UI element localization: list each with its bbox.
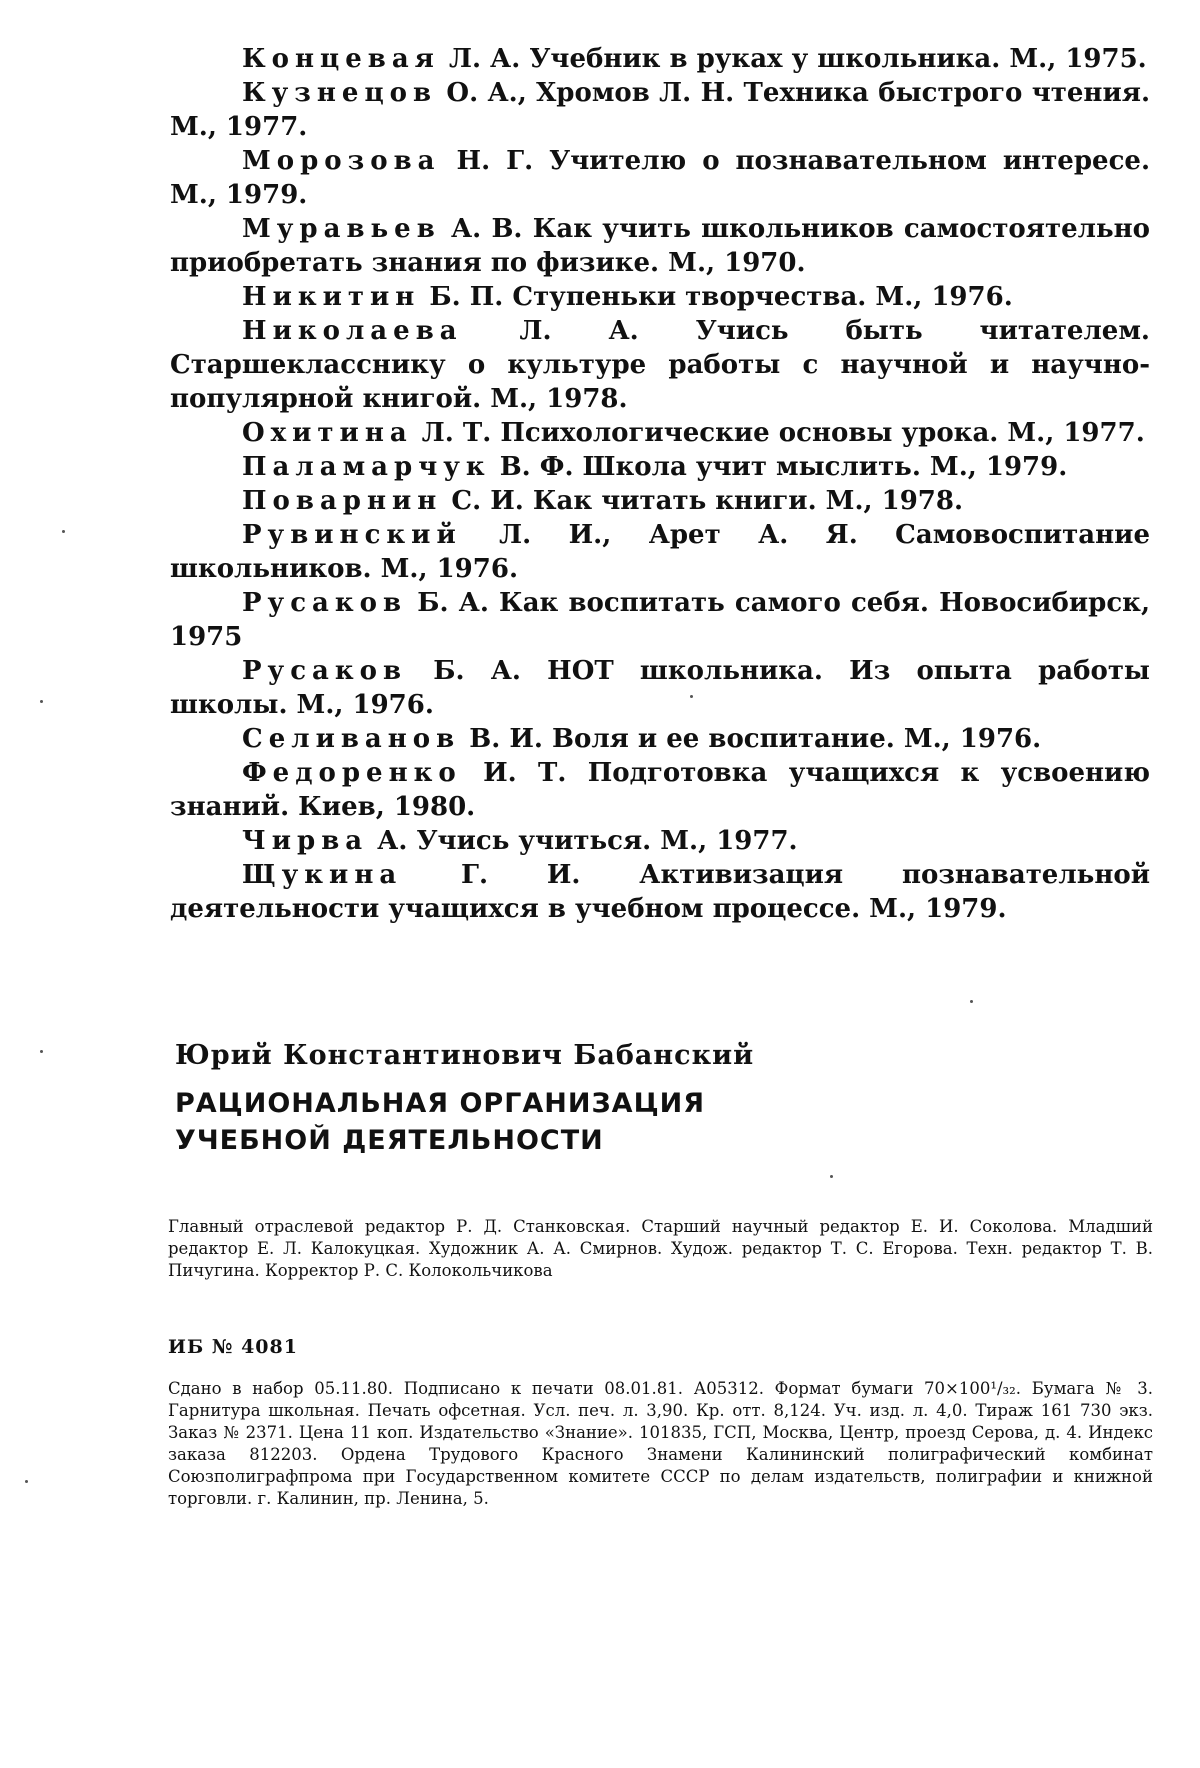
entry-text: Г. И. Активизация познавательной деятельности учащихся в учебном процессе. М., 1979. (170, 860, 1150, 924)
entry-author: Федоренко (242, 758, 462, 788)
entry-text: А. Учись учиться. М., 1977. (368, 826, 798, 856)
entry-text: Л. И., Арет А. Я. Самовоспитание школьников. М., 1976. (170, 520, 1150, 584)
entry-text: Н. Г. Учителю о познавательном интересе. М., 1979. (170, 146, 1150, 210)
scan-speck (830, 1175, 833, 1178)
bibliography-entry (170, 586, 1150, 654)
entry-text: Л. А. Учебник в руках у школьника. М., 1975. (439, 44, 1147, 74)
entry-author: Чирва (242, 826, 369, 856)
entry-author: Кузнецов (242, 78, 438, 108)
editorial-credits: Главный отраслевой редактор Р. Д. Станковская. Старший научный редактор Е. И. Соколова. Младший редактор Е. Л. Калокуцкая. Художник А. А. Смирнов. Худож. редактор Т. С. Егорова. Техн. редактор Т. В. Пичугина. Корректор Р. С. Колокольчикова (168, 1217, 1153, 1280)
scan-speck (40, 1050, 43, 1053)
entry-text: Б. А. НОТ школьника. Из опыта работы школы. М., 1976. (170, 656, 1150, 720)
entry-author: Николаева (242, 316, 463, 346)
entry-author: Рувинский (242, 520, 462, 550)
publication-imprint: Сдано в набор 05.11.80. Подписано к печати 08.01.81. А05312. Формат бумаги 70×100¹/₃₂. Бумага № 3. Гарнитура школьная. Печать офсетная. Усл. печ. л. 3,90. Кр. отт. 8,124. Уч. изд. л. 4,0. Тираж 161 730 экз. Заказ № 2371. Цена 11 коп. Издательство «Знание». 101835, ГСП, Москва, Центр, проезд Серова, д. 4. Индекс заказа 812203. Ордена Трудового Красного Знамени Калининский полиграфический комбинат Союзполиграфпрома при Государственном комитете СССР по делам издательств, полиграфии и книжной торговли. г. Калинин, пр. Ленина, 5. (168, 1379, 1153, 1508)
entry-author: Поварнин (242, 486, 443, 516)
entry-author: Муравьев (242, 214, 441, 244)
bibliography-entry (170, 212, 1150, 280)
bibliography-entry (170, 280, 1150, 314)
bibliography-entry (170, 144, 1150, 212)
entry-text: Л. Т. Психологические основы урока. М., 1977. (412, 418, 1145, 448)
bibliography-entry (170, 858, 1150, 926)
entry-author: Никитин (242, 282, 421, 312)
entry-text: И. Т. Подготовка учащихся к усвоению знаний. Киев, 1980. (170, 758, 1150, 822)
bibliography-entry (170, 756, 1150, 824)
bibliography-entry (170, 42, 1150, 76)
entry-author: Русаков (242, 588, 408, 618)
bibliography-list (170, 42, 1150, 926)
entry-author: Морозова (242, 146, 441, 176)
bibliography-entry (170, 722, 1150, 756)
entry-author: Щукина (242, 860, 403, 890)
bibliography-entry (170, 450, 1150, 484)
bibliography-entry (170, 654, 1150, 722)
scan-speck (62, 530, 65, 533)
scan-speck (970, 1000, 973, 1003)
book-title: РАЦИОНАЛЬНАЯ ОРГАНИЗАЦИЯ УЧЕБНОЙ ДЕЯТЕЛЬНОСТИ (175, 1088, 706, 1156)
entry-author: Концевая (242, 44, 440, 74)
scan-speck (690, 695, 693, 698)
entry-text: С. И. Как читать книги. М., 1978. (442, 486, 964, 516)
entry-text: Б. П. Ступеньки творчества. М., 1976. (420, 282, 1013, 312)
entry-author: Селиванов (242, 724, 461, 754)
entry-text: В. Ф. Школа учит мыслить. М., 1979. (490, 452, 1068, 482)
entry-text: А. В. Как учить школьников самостоятельно приобретать знания по физике. М., 1970. (170, 214, 1150, 278)
entry-author: Русаков (242, 656, 408, 686)
entry-text: О. А., Хромов Л. Н. Техника быстрого чтения. М., 1977. (170, 78, 1150, 142)
entry-text: Б. А. Как воспитать самого себя. Новосибирск, 1975 (170, 588, 1150, 652)
bibliography-entry (170, 416, 1150, 450)
bibliography-entry (170, 824, 1150, 858)
bibliography-entry (170, 518, 1150, 586)
bibliography-entry (170, 76, 1150, 144)
entry-author: Охитина (242, 418, 413, 448)
bibliography-entry (170, 314, 1150, 416)
ib-number: ИБ № 4081 (168, 1336, 298, 1358)
entry-text: Л. А. Учись быть читателем. Старшекласснику о культуре работы с научной и научно-популярной книгой. М., 1978. (170, 316, 1150, 414)
entry-text: В. И. Воля и ее воспитание. М., 1976. (460, 724, 1042, 754)
scan-speck (25, 1480, 28, 1483)
bibliography-entry (170, 484, 1150, 518)
entry-author: Паламарчук (242, 452, 491, 482)
book-author: Юрий Константинович Бабанский (175, 1040, 755, 1071)
scan-speck (40, 700, 43, 703)
